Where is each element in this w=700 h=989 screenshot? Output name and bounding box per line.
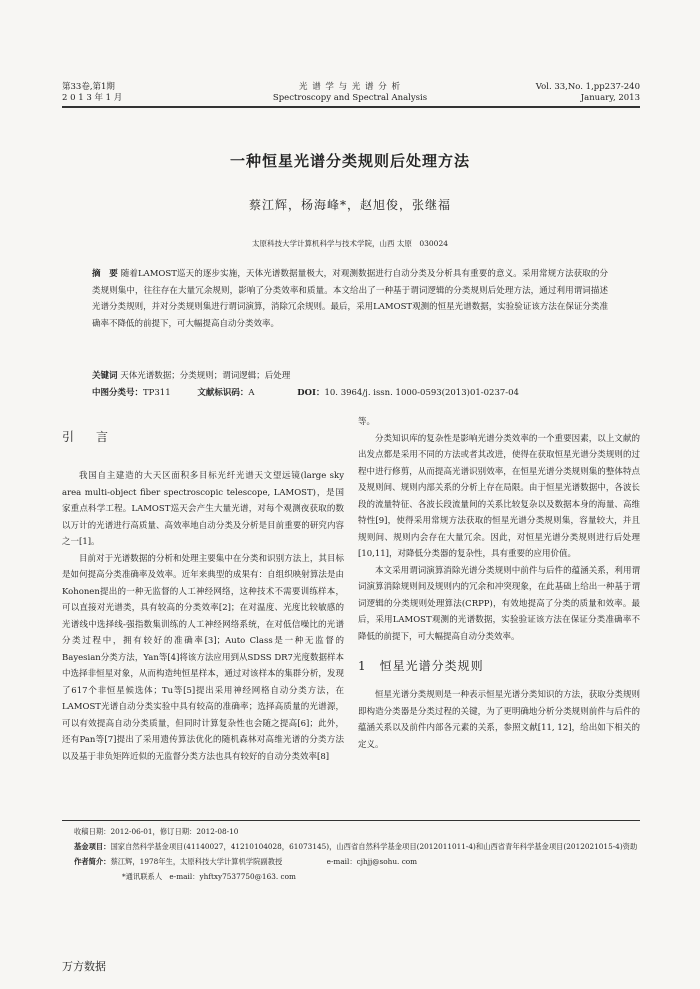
section-1-heading: 1 恒星光谱分类规则 bbox=[358, 659, 484, 673]
abstract bbox=[92, 266, 608, 332]
paper-affiliation: 太原科技大学计算机科学与技术学院，山西 太原 030024 bbox=[251, 239, 448, 248]
footnotes bbox=[74, 824, 640, 884]
header-volume: 第33卷,第1期 2 0 1 3 年 1 月 bbox=[62, 82, 123, 103]
abstract-label: 摘 要 bbox=[92, 269, 118, 279]
contact-note: *通讯联系人 e-mail：yhftxy7537750@163. com bbox=[122, 872, 296, 881]
classification-line: 中图分类号：TP311 文献标识码：A DOI：10. 3964/j. issn. 1000-0593(2013)01-0237-04 bbox=[92, 387, 519, 398]
intro-heading: 引 言 bbox=[62, 430, 114, 444]
header-rule bbox=[62, 106, 640, 108]
intro-paragraph-3: 分类知识库的复杂性是影响光谱分类效率的一个重要因素，以上文献的出发点都是采用不同的方法或者其改进，使得在获取恒星光谱分类规则的过程中进行修剪，从而提高光谱识别效率，在恒星光谱分类规则集的整体特点及规则间、规则内部关系的分析上存在局限。由于恒星光谱数据中，各波长段的流量特征、各波长段流量间的关系比较复杂以及数据本身的海量、高维特性[9]，使得采用常规方法获取的恒星光谱分类规则集，容量较大，并且规则间、规则内会存在大量冗余。因此，对恒星光谱分类规则进行后处理[10,11]，对降低分类器的复杂性，具有重要的应用价值。 bbox=[358, 433, 640, 559]
paper-title: 一种恒星光谱分类规则后处理方法 bbox=[229, 152, 470, 170]
intro-paragraph-4: 本文采用谓词演算消除光谱分类规则中前件与后件的蕴涵关系，利用谓词演算消除规则间及规则内的冗余和冲突现象，在此基础上给出一种基于谓词逻辑的分类规则处理算法(CRPP)，有效地提高了分类的质量和效率。最后，采用LAMOST观测的光谱数据，实验验证该方法在保证分类准确率不降低的前提下，可大幅提高自动分类效率。 bbox=[358, 565, 640, 642]
keywords-label: 关键词 bbox=[92, 371, 118, 381]
left-column bbox=[62, 428, 344, 765]
right-column bbox=[358, 414, 640, 753]
intro-paragraph-1: 我国自主建造的大天区面积多目标光纤光谱天文望远镜(large sky area multi-object fiber spectroscopic telescope, LAMOST)，是国家重点科学工程。LAMOST巡天会产生大量光谱，对每个观测夜获取的数以万计的光谱进行高质量、高效率地自动分类及分析是目前重要的研究内容之一[1]。 bbox=[62, 471, 344, 547]
header-journal: 光 谱 学 与 光 谱 分 析 Spectroscopy and Spectral Analysis bbox=[272, 82, 428, 103]
watermark: 万方数据 bbox=[62, 960, 106, 973]
paper-authors: 蔡江辉，杨海峰*，赵旭俊，张继福 bbox=[248, 198, 451, 212]
header-issue: Vol. 33,No. 1,pp237-240 January, 2013 bbox=[535, 82, 640, 103]
author-note: 作者简介：蔡江辉，1978年生，太原科技大学计算机学院副教授 e-mail：cjhjj@sohu. com bbox=[74, 857, 418, 866]
keywords-text: 天体光谱数据；分类规则；谓词逻辑；后处理 bbox=[120, 371, 291, 381]
keywords bbox=[92, 368, 608, 401]
continued-fragment: 等。 bbox=[358, 417, 376, 427]
received-date: 收稿日期：2012-06-01，修订日期：2012-08-10 bbox=[74, 827, 239, 836]
fund-note: 基金项目： 国家自然科学基金项目(41140027，41210104028，61073145)，山西省自然科学基金项目(2012011011-4)和山西省青年科学基金项目(2012021015-4)资助 bbox=[74, 842, 638, 851]
footnote-rule bbox=[62, 820, 640, 821]
section-1-paragraph: 恒星光谱分类规则是一种表示恒星光谱分类知识的方法，获取分类规则即构造分类器是分类过程的关键，为了更明确地分析分类规则前件与后件的蕴涵关系以及前件内部各元素的关系，参照文献[11, 12]，给出如下相关的定义。 bbox=[358, 690, 640, 750]
abstract-text: 随着LAMOST巡天的逐步实施，天体光谱数据量极大，对观测数据进行自动分类及分析具有重要的意义。采用常规方法获取的分类规则集中，往往存在大量冗余规则，影响了分类效率和质量。本文给出了一种基于谓词逻辑的分类规则后处理方法，通过利用谓词描述光谱分类规则，并对分类规则集进行谓词演算，消除冗余规则。最后，采用LAMOST观测的恒星光谱数据，实验验证该方法在保证分类准确率不降低的前提下，可大幅提高自动分类效率。 bbox=[92, 269, 608, 329]
intro-paragraph-2: 目前对于光谱数据的分析和处理主要集中在分类和识别方法上，其目标是如何提高分类准确率及效率。近年来典型的成果有：自组织映射算法是由Kohonen提出的一种无监督的人工神经网络，这种技术不需要训练样本，可以直接对光谱类，具有较高的分类效率[2]；在对温度、光度比较敏感的光谱线中选择线-强指数集训练的人工神经网络系统，在对低信噪比的光谱分类过程中，拥有较好的准确率[3]；Auto Class是一种无监督的Bayesian分类方法，Yan等[4]将该方法应用到从SDSS DR7光度数据样本中选择非恒星对象，从而构造纯恒星样本，通过对该样本的集群分析，发现了617个非恒星候选体；Tu等[5]提出采用神经网格自动分类方法，在LAMOST光谱自动分类实验中具有较高的准确率；选择高质量的光谱源，可以有效提高自动分类质量，但同时计算复杂性也会随之提高[6]；此外，还有Pan等[7]提出了采用遗传算法优化的随机森林对高维光谱的分类方法以及基于非负矩阵近似的无监督分类方法也具有较好的自动分类效率[8] bbox=[62, 553, 344, 762]
